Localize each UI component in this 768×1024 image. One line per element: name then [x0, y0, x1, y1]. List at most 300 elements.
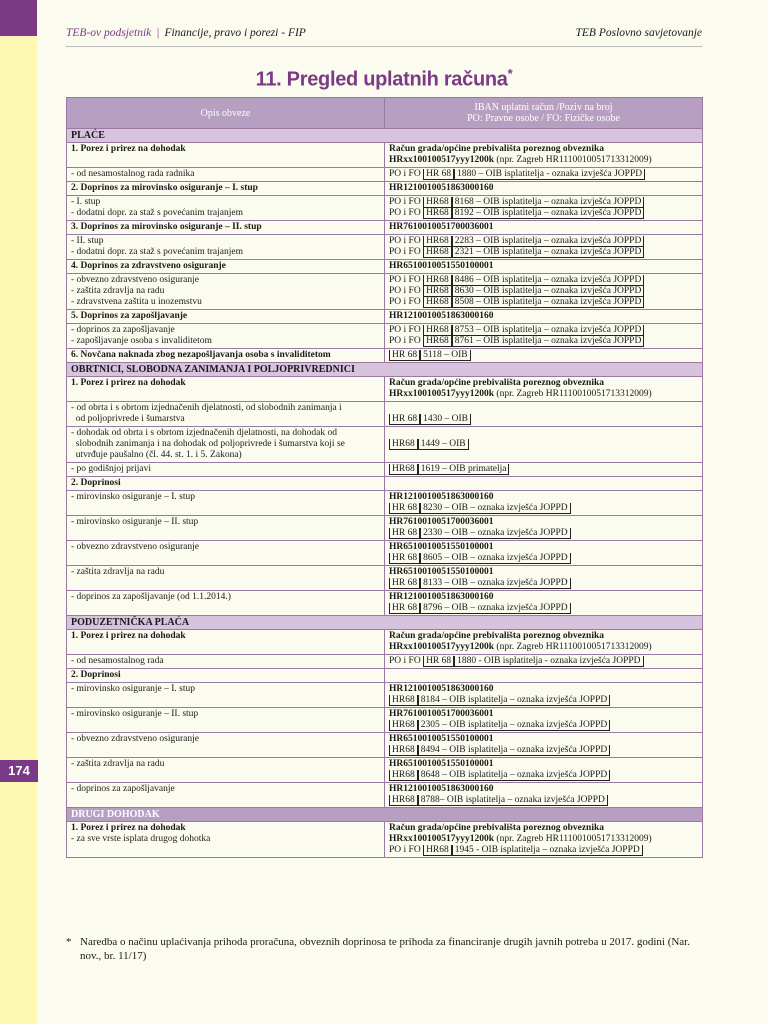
obligation-cell [67, 235, 385, 260]
iban-text: Račun grada/općine prebivališta poreznog obveznika [389, 144, 604, 154]
account-cell [385, 182, 703, 196]
obligation-text: - obvezno zdravstveno osiguranje [71, 275, 199, 285]
model-box: HR68 [423, 325, 452, 336]
account-line [389, 311, 698, 322]
account-line [389, 492, 698, 503]
account-line [389, 350, 698, 361]
model-box: HR68 [423, 845, 452, 856]
account-line [389, 478, 698, 489]
account-line [389, 144, 698, 155]
table-row [67, 477, 703, 491]
payer-type: PO i FO [389, 297, 424, 307]
account-cell [385, 402, 703, 427]
payer-type: PO i FO [389, 275, 424, 285]
model-box: HR 68 [389, 350, 420, 361]
obligation-cell [67, 221, 385, 235]
obligation-text: - doprinos za zapošljavanje [71, 784, 175, 794]
table-row [67, 566, 703, 591]
payer-type: PO i FO [389, 336, 424, 346]
account-cell [385, 669, 703, 683]
obligation-text: 3. Doprinos za mirovinsko osiguranje – II. stup [71, 222, 262, 232]
reference-box: 8486 – OIB isplatitelja – oznaka izvješća JOPPD [452, 275, 645, 286]
obligation-cell [67, 758, 385, 783]
obligation-cell [67, 402, 385, 427]
reference-box: 5118 – OIB [420, 350, 471, 361]
table-row [67, 168, 703, 182]
payer-type: PO i FO [389, 286, 424, 296]
obligation-cell [67, 168, 385, 182]
payer-type: PO i FO [389, 845, 424, 855]
account-line [389, 208, 698, 219]
obligation-text: 1. Porez i prirez na dohodak [71, 378, 186, 388]
account-line [389, 745, 698, 756]
reference-box: 2321 – OIB isplatitelja – oznaka izvješća JOPPD [452, 247, 645, 258]
example-text: (npr. Zagreb HR1110010051713312009) [494, 389, 652, 399]
account-line [389, 336, 698, 347]
reference-box: 1619 – OIB primatelja [418, 464, 510, 475]
obligation-text: - zdravstvena zaštita u inozemstvu [71, 297, 202, 307]
account-line [389, 834, 698, 845]
obligation-text: 1. Porez i prirez na dohodak [71, 823, 186, 833]
reference-box: 1430 – OIB [420, 414, 471, 425]
account-line [389, 222, 698, 233]
account-line [389, 517, 698, 528]
obligation-text: 1. Porez i prirez na dohodak [71, 631, 186, 641]
account-line [389, 464, 698, 475]
model-box: HR 68 [389, 603, 420, 614]
account-cell [385, 822, 703, 858]
payer-type: PO i FO [389, 325, 424, 335]
model-box: HR 68 [389, 578, 420, 589]
account-cell [385, 733, 703, 758]
section-row [67, 808, 703, 822]
model-box: HR68 [423, 247, 452, 258]
table-row [67, 733, 703, 758]
account-line [389, 553, 698, 564]
model-box: HR68 [423, 297, 452, 308]
table-row [67, 324, 703, 349]
table-row [67, 402, 703, 427]
obligation-cell [67, 733, 385, 758]
obligation-cell [67, 349, 385, 363]
account-cell [385, 630, 703, 655]
section-title: OBRTNICI, SLOBODNA ZANIMANJA I POLJOPRIVREDNICI [67, 363, 703, 377]
obligation-text: 1. Porez i prirez na dohodak [71, 144, 186, 154]
account-line [389, 684, 698, 695]
column-header-description: Opis obveze [67, 98, 385, 129]
table-row [67, 708, 703, 733]
iban-text: HR1210010051863000160 [389, 684, 494, 694]
obligation-text: - zaštita zdravlja na radu [71, 286, 165, 296]
obligation-cell [67, 274, 385, 310]
iban-text: HR1210010051863000160 [389, 311, 494, 321]
obligation-text: - od nesamostalnog rada [71, 656, 164, 666]
obligation-cell [67, 783, 385, 808]
table-row [67, 655, 703, 669]
model-box: HR68 [389, 770, 418, 781]
obligation-text: - od nesamostalnog rada radnika [71, 169, 195, 179]
section-row [67, 363, 703, 377]
reference-box: 8508 – OIB isplatitelja – oznaka izvješća JOPPD [452, 297, 645, 308]
iban-text: HR1210010051863000160 [389, 492, 494, 502]
obligation-cell [67, 630, 385, 655]
account-line [389, 567, 698, 578]
obligation-cell [67, 516, 385, 541]
obligation-cell [67, 477, 385, 491]
account-line [389, 197, 698, 208]
table-row [67, 683, 703, 708]
table-row [67, 235, 703, 260]
account-line [389, 784, 698, 795]
account-line [389, 183, 698, 194]
account-cell [385, 260, 703, 274]
obligation-cell [67, 591, 385, 616]
obligation-cell [67, 182, 385, 196]
model-box: HR68 [389, 695, 418, 706]
reference-box: 1880 – OIB isplatitelja - oznaka izvješća JOPPD [454, 169, 645, 180]
example-text: (npr. Zagreb HR1110010051713312009) [494, 155, 652, 165]
table-row [67, 196, 703, 221]
account-cell [385, 274, 703, 310]
table-row [67, 274, 703, 310]
header-separator: | [156, 27, 160, 39]
table-row [67, 143, 703, 168]
table-row [67, 516, 703, 541]
reference-box: 8192 – OIB isplatitelja – oznaka izvješća JOPPD [452, 208, 645, 219]
account-line [389, 720, 698, 731]
obligation-cell [67, 310, 385, 324]
account-line [389, 695, 698, 706]
account-line [389, 378, 698, 389]
account-line [389, 286, 698, 297]
table-row [67, 260, 703, 274]
obligation-text: od poljoprivrede i šumarstva [71, 414, 185, 424]
obligation-text: - mirovinsko osiguranje – I. stup [71, 492, 196, 502]
obligation-cell [67, 655, 385, 669]
account-cell [385, 541, 703, 566]
obligation-text: 4. Doprinos za zdravstveno osiguranje [71, 261, 226, 271]
table-row [67, 591, 703, 616]
obligation-text: 2. Doprinosi [71, 478, 121, 488]
iban-text: HR7610010051700036001 [389, 222, 494, 232]
left-margin-bar [0, 0, 37, 1024]
section-title: DRUGI DOHODAK [67, 808, 703, 822]
table-row [67, 822, 703, 858]
table-row [67, 463, 703, 477]
table-row [67, 669, 703, 683]
account-cell [385, 349, 703, 363]
account-cell [385, 143, 703, 168]
model-box: HR68 [389, 795, 418, 806]
model-box: HR 68 [389, 528, 420, 539]
reference-box: 2305 – OIB isplatitelja – oznaka izvješća JOPPD [418, 720, 611, 731]
obligation-cell [67, 143, 385, 168]
obligation-text: 6. Novčana naknada zbog nezapošljavanja osoba s invaliditetom [71, 350, 331, 360]
column-header-account-line-2: PO: Pravne osobe / FO: Fizičke osobe [467, 113, 620, 124]
account-cell [385, 708, 703, 733]
account-line [389, 428, 698, 439]
model-box: HR68 [389, 439, 418, 450]
reference-box: 8230 – OIB – oznaka izvješća JOPPD [420, 503, 571, 514]
account-cell [385, 196, 703, 221]
iban-text: HR6510010051550100001 [389, 542, 494, 552]
page-number: 174 [0, 760, 38, 782]
example-text: (npr. Zagreb HR1110010051713312009) [494, 642, 652, 652]
header-rule [66, 46, 702, 47]
account-line [389, 631, 698, 642]
obligation-text: 5. Doprinos za zapošljavanje [71, 311, 188, 321]
reference-box: 8788– OIB isplatitelja – oznaka izvješća JOPPD [418, 795, 608, 806]
obligation-text: - II. stup [71, 236, 104, 246]
footnote-text: Naredba o načinu uplaćivanja prihoda proračuna, obveznih doprinosa te prihoda za financiranje drugih javnih potreba u 2017. godini (Nar. nov., br. 11/17) [80, 936, 690, 962]
table-row [67, 630, 703, 655]
account-line [389, 759, 698, 770]
obligation-text: - mirovinsko osiguranje – II. stup [71, 709, 199, 719]
account-line [389, 823, 698, 834]
obligation-text: - zaštita zdravlja na radu [71, 567, 165, 577]
obligation-text: utvrđuje paušalno (čl. 44. st. 1. i 5. Zakona) [71, 450, 242, 460]
reference-box: 8796 – OIB – oznaka izvješća JOPPD [420, 603, 571, 614]
table-row [67, 783, 703, 808]
account-line [389, 325, 698, 336]
table-row [67, 349, 703, 363]
obligation-text: - doprinos za zapošljavanje (od 1.1.2014.) [71, 592, 231, 602]
account-line [389, 439, 698, 450]
payer-type: PO i FO [389, 197, 424, 207]
payer-type: PO i FO [389, 656, 424, 666]
account-cell [385, 377, 703, 402]
iban-text: HRxx100100517yyy1200k [389, 389, 495, 399]
obligation-text: - dohodak od obrta i s obrtom izjednačenih djelatnosti, na dohodak od [71, 428, 337, 438]
account-cell [385, 221, 703, 235]
model-box: HR 68 [389, 553, 420, 564]
page-title-text: 11. Pregled uplatnih računa [255, 68, 508, 91]
reference-box: 8753 – OIB isplatitelja – oznaka izvješća JOPPD [452, 325, 645, 336]
account-line [389, 592, 698, 603]
iban-text: HR1210010051863000160 [389, 592, 494, 602]
obligation-cell [67, 669, 385, 683]
table-row [67, 758, 703, 783]
obligation-cell [67, 463, 385, 477]
table-row [67, 221, 703, 235]
model-box: HR68 [423, 275, 452, 286]
obligation-cell [67, 822, 385, 858]
account-line [389, 236, 698, 247]
table-row [67, 182, 703, 196]
obligation-cell [67, 541, 385, 566]
account-cell [385, 168, 703, 182]
reference-box: 8630 – OIB isplatitelja – oznaka izvješća JOPPD [452, 286, 645, 297]
header-section: Financije, pravo i porezi - FIP [164, 27, 306, 39]
column-header-account [385, 98, 703, 129]
table-row [67, 310, 703, 324]
obligation-text: - obvezno zdravstveno osiguranje [71, 542, 199, 552]
obligation-text: - po godišnjoj prijavi [71, 464, 151, 474]
reference-box: 1880 - OIB isplatitelja - oznaka izvješća JOPPD [454, 656, 643, 667]
obligation-text: - I. stup [71, 197, 101, 207]
account-cell [385, 463, 703, 477]
reference-box: 2330 – OIB – oznaka izvješća JOPPD [420, 528, 571, 539]
corner-tab [0, 0, 37, 36]
model-box: HR68 [389, 745, 418, 756]
account-line [389, 670, 698, 681]
account-line [389, 734, 698, 745]
reference-box: 1945 - OIB isplatitelja – oznaka izvješća JOPPD [452, 845, 643, 856]
model-box: HR 68 [389, 414, 420, 425]
account-cell [385, 427, 703, 463]
payer-type: PO i FO [389, 208, 424, 218]
reference-box: 8133 – OIB – oznaka izvješća JOPPD [420, 578, 571, 589]
iban-text: HRxx100100517yyy1200k [389, 155, 495, 165]
reference-box: 8184 – OIB isplatitelja – oznaka izvješća JOPPD [418, 695, 611, 706]
reference-box: 1449 – OIB [418, 439, 469, 450]
running-header [66, 27, 702, 41]
reference-box: 8494 – OIB isplatitelja – oznaka izvješća JOPPD [418, 745, 611, 756]
obligation-cell [67, 377, 385, 402]
payer-type: PO i FO [389, 169, 424, 179]
table-row [67, 491, 703, 516]
reference-box: 8168 – OIB isplatitelja – oznaka izvješća JOPPD [452, 197, 645, 208]
header-publisher: TEB Poslovno savjetovanje [575, 27, 702, 39]
table-header-row [67, 98, 703, 129]
obligation-cell [67, 260, 385, 274]
obligation-cell [67, 708, 385, 733]
account-line [389, 656, 698, 667]
account-cell [385, 516, 703, 541]
obligation-text: - od obrta i s obrtom izjednačenih djelatnosti, od slobodnih zanimanja i [71, 403, 342, 413]
obligation-text: - zaštita zdravlja na radu [71, 759, 165, 769]
obligation-text: 2. Doprinosi [71, 670, 121, 680]
account-cell [385, 683, 703, 708]
account-line [389, 578, 698, 589]
obligation-cell [67, 683, 385, 708]
iban-text: HR1210010051863000160 [389, 183, 494, 193]
section-title: PODUZETNIČKA PLAĆA [67, 616, 703, 630]
obligation-cell [67, 491, 385, 516]
payer-type: PO i FO [389, 236, 424, 246]
account-line [389, 403, 698, 414]
section-row [67, 616, 703, 630]
section-row [67, 129, 703, 143]
account-cell [385, 477, 703, 491]
table-row [67, 541, 703, 566]
section-title: PLAĆE [67, 129, 703, 143]
model-box: HR68 [423, 336, 452, 347]
account-line [389, 297, 698, 308]
obligation-text: - dodatni dopr. za staž s povećanim trajanjem [71, 247, 243, 257]
account-cell [385, 566, 703, 591]
account-line [389, 275, 698, 286]
iban-text: HR6510010051550100001 [389, 567, 494, 577]
account-line [389, 770, 698, 781]
iban-text: Račun grada/općine prebivališta poreznog obveznika [389, 378, 604, 388]
header-publication: TEB-ov podsjetnik [66, 27, 152, 39]
reference-box: 8648 – OIB isplatitelja – oznaka izvješća JOPPD [418, 770, 611, 781]
account-cell [385, 324, 703, 349]
footnote [66, 935, 706, 963]
reference-box: 2283 – OIB isplatitelja – oznaka izvješća JOPPD [452, 236, 645, 247]
obligation-text: - mirovinsko osiguranje – II. stup [71, 517, 199, 527]
obligation-text: - dodatni dopr. za staž s povećanim trajanjem [71, 208, 243, 218]
account-line [389, 845, 698, 856]
account-line [389, 709, 698, 720]
account-cell [385, 310, 703, 324]
iban-text: HR6510010051550100001 [389, 734, 494, 744]
account-cell [385, 235, 703, 260]
iban-text: HR6510010051550100001 [389, 261, 494, 271]
obligation-text: - obvezno zdravstveno osiguranje [71, 734, 199, 744]
model-box: HR 68 [423, 169, 454, 180]
account-line [389, 603, 698, 614]
obligation-text: 2. Doprinos za mirovinsko osiguranje – I. stup [71, 183, 258, 193]
iban-text: HR7610010051700036001 [389, 709, 494, 719]
model-box: HR68 [423, 286, 452, 297]
account-line [389, 261, 698, 272]
iban-text: HR7610010051700036001 [389, 517, 494, 527]
payer-type: PO i FO [389, 247, 424, 257]
obligation-cell [67, 324, 385, 349]
title-footnote-mark: * [507, 66, 513, 81]
obligation-cell [67, 196, 385, 221]
obligation-cell [67, 427, 385, 463]
accounts-table [66, 97, 703, 858]
model-box: HR 68 [423, 656, 454, 667]
account-line [389, 542, 698, 553]
account-line [389, 528, 698, 539]
iban-text: Račun grada/općine prebivališta poreznog obveznika [389, 631, 604, 641]
reference-box: 8605 – OIB – oznaka izvješća JOPPD [420, 553, 571, 564]
obligation-text: slobodnih zanimanja i na dohodak od poljoprivrede i šumarstva koji se [71, 439, 345, 449]
iban-text: HR1210010051863000160 [389, 784, 494, 794]
account-line [389, 414, 698, 425]
account-cell [385, 491, 703, 516]
table-row [67, 427, 703, 463]
account-cell [385, 758, 703, 783]
model-box: HR68 [423, 197, 452, 208]
iban-text: HRxx100100517yyy1200k [389, 834, 495, 844]
account-line [389, 795, 698, 806]
account-line [389, 169, 698, 180]
table-row [67, 377, 703, 402]
account-line [389, 247, 698, 258]
page-title [66, 66, 702, 92]
model-box: HR68 [389, 464, 418, 475]
iban-text: Račun grada/općine prebivališta poreznog obveznika [389, 823, 604, 833]
account-cell [385, 591, 703, 616]
model-box: HR68 [423, 208, 452, 219]
header-left [66, 27, 306, 39]
column-header-account-line-1: IBAN uplatni račun /Poziv na broj [474, 102, 613, 113]
model-box: HR68 [423, 236, 452, 247]
account-line [389, 155, 698, 166]
model-box: HR 68 [389, 503, 420, 514]
obligation-text: - za sve vrste isplata drugog dohotka [71, 834, 211, 844]
account-line [389, 503, 698, 514]
obligation-text: - mirovinsko osiguranje – I. stup [71, 684, 196, 694]
account-line [389, 389, 698, 400]
obligation-cell [67, 566, 385, 591]
account-cell [385, 655, 703, 669]
account-line [389, 642, 698, 653]
account-cell [385, 783, 703, 808]
model-box: HR68 [389, 720, 418, 731]
obligation-text: - zapošljavanje osoba s invaliditetom [71, 336, 212, 346]
iban-text: HR6510010051550100001 [389, 759, 494, 769]
obligation-text: - doprinos za zapošljavanje [71, 325, 175, 335]
iban-text: HRxx100100517yyy1200k [389, 642, 495, 652]
example-text: (npr. Zagreb HR1110010051713312009) [494, 834, 652, 844]
footnote-mark: * [66, 936, 72, 948]
